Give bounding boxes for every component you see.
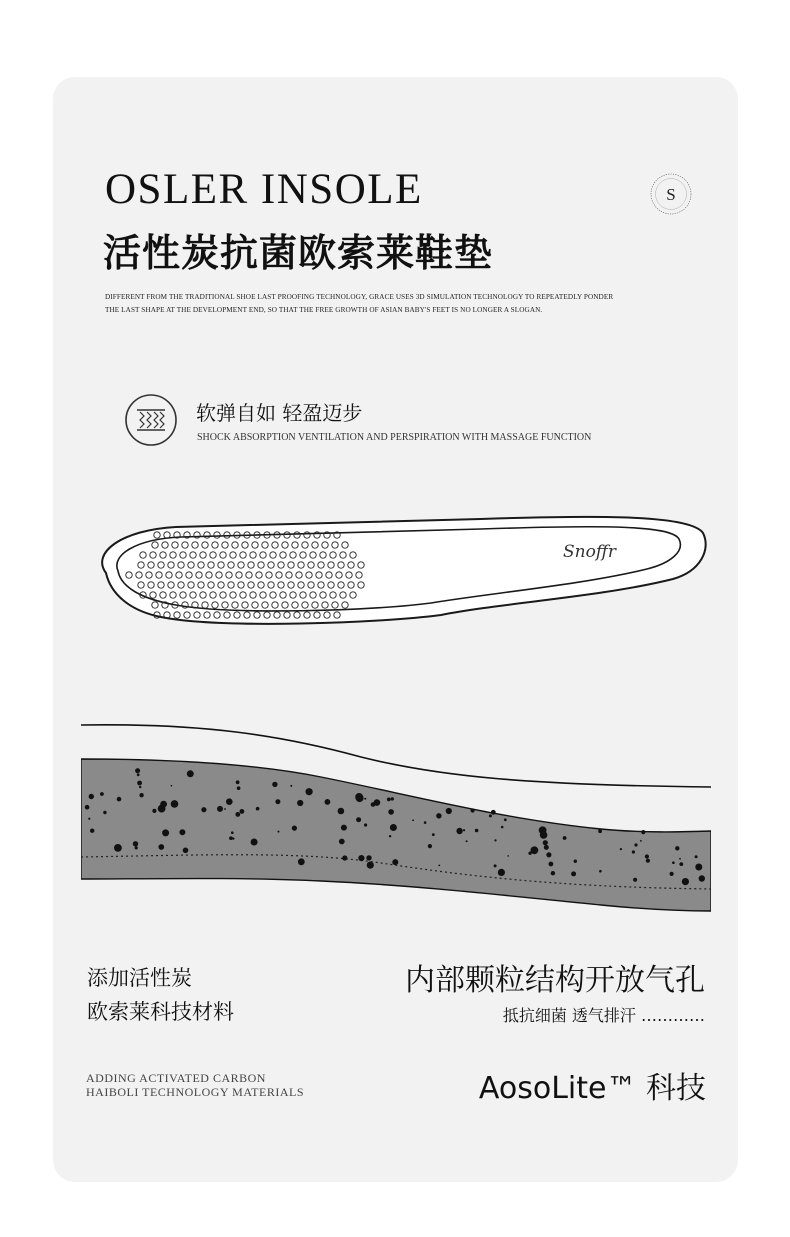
carbon-particle [438,865,440,867]
carbon-particle [632,850,635,853]
carbon-particle [237,786,241,790]
carbon-particle [633,878,637,882]
carbon-particle [390,824,397,831]
carbon-particle [171,800,179,808]
carbon-particle [494,839,496,841]
carbon-particle [679,862,683,866]
carbon-particle [634,843,637,846]
carbon-particle [672,861,675,864]
left-english-line-2: HAIBOLI TECHNOLOGY MATERIALS [86,1085,304,1099]
carbon-particle [463,829,465,831]
carbon-particle [160,801,167,808]
carbon-particle [158,844,164,850]
carbon-particle [388,809,394,815]
carbon-particle [139,786,141,788]
carbon-particle [90,829,94,833]
carbon-particle [491,810,496,815]
description-line-2: THE LAST SHAPE AT THE DEVELOPMENT END, SO THAT THE FREE GROWTH OF ASIAN BABY'S FEET IS NO LONGER A SLOGAN. [105,306,543,314]
carbon-particle [256,807,260,811]
left-title-line-2: 欧索莱科技材料 [87,1000,234,1024]
title-chinese: 活性炭抗菌欧索莱鞋垫 [103,231,494,275]
carbon-particle [290,785,292,787]
carbon-particle [217,806,223,812]
carbon-particle [371,802,376,807]
brand-badge-icon [649,172,693,216]
carbon-particle [367,862,374,869]
carbon-particle [698,867,701,870]
carbon-particle [640,840,642,842]
carbon-particle [137,773,140,776]
carbon-particle [543,840,548,845]
carbon-particle [670,872,674,876]
carbon-particle [114,844,122,852]
carbon-particle [137,781,142,786]
carbon-particle [339,839,345,845]
carbon-particle [571,871,576,876]
carbon-particle [391,797,394,800]
spring-icon [124,393,178,447]
feature-subtitle: SHOCK ABSORPTION VENTILATION AND PERSPIRATION WITH MASSAGE FUNCTION [197,432,592,443]
brand-technology: AosoLite™ 科技 [478,1071,706,1106]
right-subtitle: 抵抗细菌 透气排汗 ………… [502,1006,705,1025]
carbon-particle [179,829,185,835]
carbon-particle [297,800,303,806]
carbon-particle [224,808,226,810]
carbon-particle [540,831,548,839]
carbon-particle [135,768,140,773]
carbon-particle [471,808,475,812]
carbon-particle [152,809,156,813]
carbon-particle [424,821,427,824]
carbon-particle [507,855,509,857]
carbon-particle [364,823,367,826]
carbon-particle [544,845,549,850]
carbon-particle [646,859,650,863]
carbon-particle [100,792,104,796]
carbon-particle [231,831,234,834]
carbon-particle [251,839,258,846]
carbon-particle [278,831,280,833]
carbon-particle [428,844,432,848]
carbon-particle [325,799,331,805]
carbon-particle [645,854,649,858]
insole-illustration [81,505,716,630]
left-english-line-1: ADDING ACTIVATED CARBON [86,1071,266,1085]
carbon-particle [387,798,391,802]
carbon-particle [171,785,173,787]
carbon-particle [574,860,577,863]
carbon-particle [494,864,497,867]
carbon-particle [551,871,555,875]
carbon-particle [364,798,366,800]
carbon-particle [240,809,245,814]
feature-title: 软弹自如 轻盈迈步 [196,401,363,425]
carbon-particle [183,848,189,854]
carbon-particle [236,780,240,784]
carbon-particle [292,826,297,831]
carbon-particle [275,799,280,804]
insole-logo: Snoffr [563,542,617,562]
carbon-particle [679,858,681,860]
carbon-particle [187,770,194,777]
carbon-particle [201,807,206,812]
carbon-particle [489,814,492,817]
carbon-particle [546,852,551,857]
carbon-particle [432,833,435,836]
carbon-particle [366,855,371,860]
carbon-particle [466,840,468,842]
foam-cross-section [81,715,711,920]
carbon-particle [675,846,679,850]
carbon-particle [88,818,90,820]
carbon-particle [446,808,452,814]
carbon-particle [699,875,705,881]
badge-letter: S [666,185,676,204]
carbon-particle [229,836,233,840]
left-title-line-1: 添加活性炭 [87,966,192,990]
carbon-particle [436,813,441,818]
carbon-particle [498,869,505,876]
carbon-particle [341,825,347,831]
description-line-1: DIFFERENT FROM THE TRADITIONAL SHOE LAST PROOFING TECHNOLOGY, GRACE USES 3D SIMULATION TECHNOLOGY TO REPEATEDLY PONDER [105,293,614,301]
carbon-particle [272,782,277,787]
carbon-particle [389,835,391,837]
carbon-particle [475,829,479,833]
carbon-particle [103,811,106,814]
carbon-particle [412,819,414,821]
carbon-particle [85,805,90,810]
carbon-particle [355,793,363,801]
carbon-particle [549,862,554,867]
carbon-particle [133,841,138,846]
product-card [53,77,738,1182]
carbon-particle [620,848,622,850]
carbon-particle [135,846,138,849]
carbon-particle [162,829,169,836]
carbon-particle [117,797,122,802]
carbon-particle [598,829,602,833]
carbon-particle [695,855,698,858]
title-english: OSLER INSOLE [105,166,423,213]
carbon-particle [235,812,240,817]
carbon-particle [504,818,507,821]
carbon-particle [226,798,233,805]
right-title: 内部颗粒结构开放气孔 [405,963,705,998]
carbon-particle [139,793,143,797]
carbon-particle [501,826,504,829]
carbon-particle [342,855,347,860]
carbon-particle [298,858,305,865]
description [105,291,685,317]
carbon-particle [338,808,345,815]
carbon-particle [306,788,313,795]
carbon-particle [358,855,364,861]
carbon-particle [682,878,689,885]
carbon-particle [599,870,602,873]
carbon-particle [641,830,645,834]
carbon-particle [531,846,539,854]
carbon-particle [563,836,567,840]
carbon-particle [456,828,462,834]
carbon-particle [392,859,398,865]
carbon-particle [356,817,361,822]
carbon-particle [89,794,94,799]
